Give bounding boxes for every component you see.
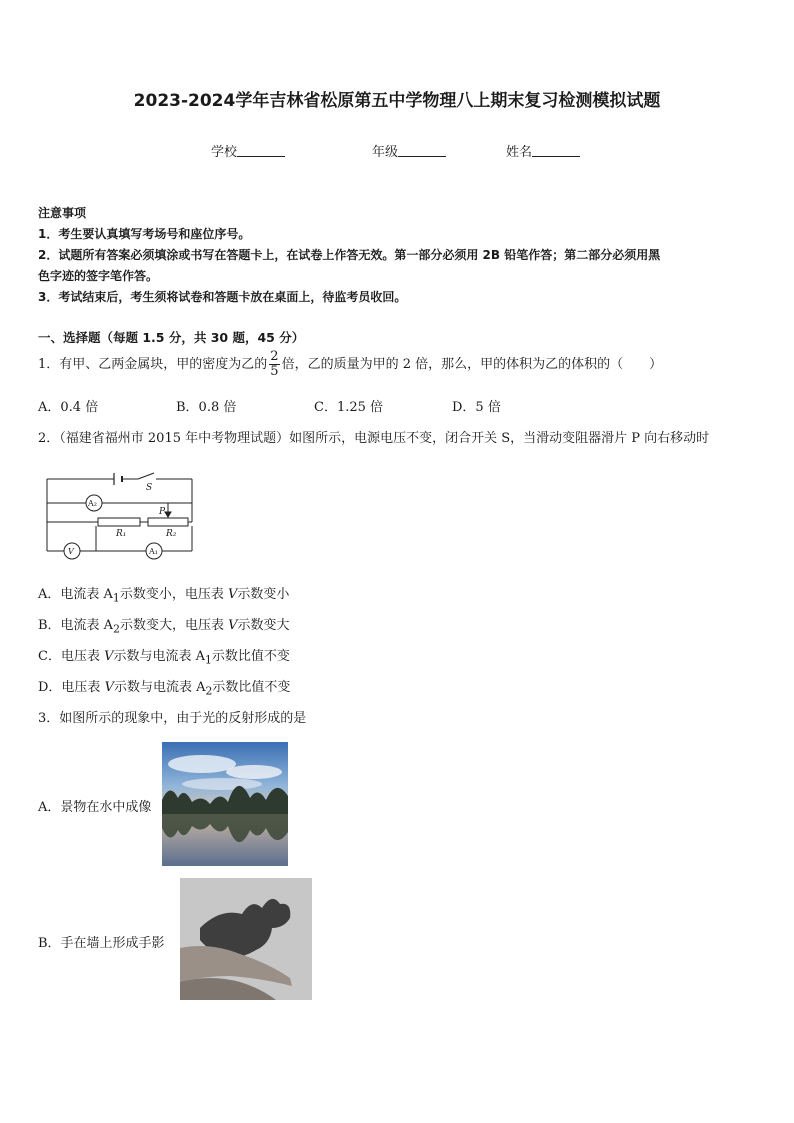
q1-option-b[interactable]: B．0.8 倍 (176, 400, 237, 415)
fraction-denominator: 5 (270, 364, 279, 379)
exam-title: 2023-2024学年吉林省松原第五中学物理八上期末复习检测模拟试题 (133, 91, 661, 111)
ammeter-a2-label: A₂ (88, 499, 97, 508)
q2c-var-v: V (104, 649, 114, 664)
q1-option-c[interactable]: C．1.25 倍 (314, 400, 384, 415)
q2d-text-2: 示数与电流表 A (113, 680, 206, 695)
question-2-stem: 2．（福建省福州市 2015 年中考物理试题）如图所示，电源电压不变，闭合开关 S，当滑动变阻器滑片 P 向右移动时 (38, 431, 710, 446)
q2c-text-1: C．电压表 (38, 649, 105, 664)
grade-label: 年级 (372, 145, 399, 160)
switch-blade (138, 473, 154, 479)
q2d-subscript: 2 (205, 684, 213, 698)
note-item-2-cont: 色字迹的签字笔作答。 (38, 269, 159, 283)
q2b-text-2: 示数变大，电压表 (119, 618, 229, 633)
q2c-subscript: 1 (205, 653, 212, 667)
q2a-text-1: A．电流表 A (38, 587, 113, 602)
q2b-text-3: 示数变大 (237, 618, 290, 633)
q2d-var-v: V (104, 680, 114, 695)
q2b-var-v: V (228, 618, 238, 633)
voltmeter-label: V (68, 547, 74, 556)
q1-option-a[interactable]: A．0.4 倍 (38, 400, 99, 415)
student-info-fields (0, 141, 794, 161)
note-item-1: 1．考生要认真填写考场号和座位序号。 (38, 227, 251, 241)
school-label: 学校 (211, 145, 238, 160)
note-item-3: 3．考试结束后，考生须将试卷和答题卡放在桌面上，待监考员收回。 (38, 290, 407, 304)
notes-heading: 注意事项 (38, 206, 87, 220)
name-blank[interactable] (532, 143, 580, 157)
circuit-diagram (38, 470, 198, 562)
q2b-subscript: 2 (113, 622, 120, 636)
name-field (506, 141, 580, 160)
ammeter-a1-label: A₁ (149, 547, 158, 556)
q2-option-c[interactable] (38, 645, 290, 667)
hand-shadow-photo (180, 878, 312, 1000)
fraction-numerator: 2 (270, 349, 279, 364)
q2a-var-v: V (227, 587, 238, 602)
q2d-text-1: D．电压表 (38, 680, 105, 695)
q1-stem-part-a: 1．有甲、乙两金属块，甲的密度为乙的 (38, 357, 268, 372)
q2d-text-3: 示数比值不变 (212, 680, 291, 695)
q1-option-d[interactable]: D．5 倍 (452, 400, 501, 415)
question-1-stem (38, 350, 662, 379)
q2c-text-2: 示数与电流表 A (113, 649, 206, 664)
q2a-text-2: 示数变小，电压表 (119, 587, 228, 602)
name-label: 姓名 (506, 145, 533, 160)
slider-label: P (159, 507, 166, 517)
switch-label: S (146, 483, 153, 493)
q2c-text-3: 示数比值不变 (211, 649, 290, 664)
q3-option-b[interactable]: B．手在墙上形成手影 (38, 936, 165, 951)
q3-option-a[interactable]: A．景物在水中成像 (38, 800, 152, 815)
notes-block (38, 203, 760, 308)
fraction-two-fifths (269, 350, 279, 379)
q2-option-a[interactable] (38, 583, 289, 605)
q2-option-d[interactable] (38, 676, 290, 698)
question-3-stem: 3．如图所示的现象中，由于光的反射形成的是 (38, 711, 307, 726)
grade-blank[interactable] (398, 143, 446, 157)
school-blank[interactable] (237, 143, 285, 157)
r1-label: R₁ (116, 529, 127, 539)
grade-field (372, 141, 446, 160)
lake-reflection-photo (162, 742, 288, 866)
note-item-2: 2．试题所有答案必须填涂或书写在答题卡上，在试卷上作答无效。第一部分必须用 2B 铅笔作答；第二部分必须用黑 (38, 248, 661, 262)
q1-stem-part-b: 倍，乙的质量为甲的 2 倍，那么，甲的体积为乙的体积的（ ） (281, 357, 663, 372)
q2-option-b[interactable] (38, 614, 290, 636)
r2-label: R₂ (166, 529, 177, 539)
q2a-subscript: 1 (112, 591, 120, 605)
section-heading: 一、选择题（每题 1.5 分，共 30 题，45 分） (38, 330, 305, 345)
school-field (211, 141, 285, 160)
resistor-r1 (98, 518, 140, 526)
q2b-text-1: B．电流表 A (38, 618, 114, 633)
resistor-r2 (148, 518, 188, 526)
q2a-text-3: 示数变小 (237, 587, 290, 602)
slider-arrow (165, 512, 171, 517)
